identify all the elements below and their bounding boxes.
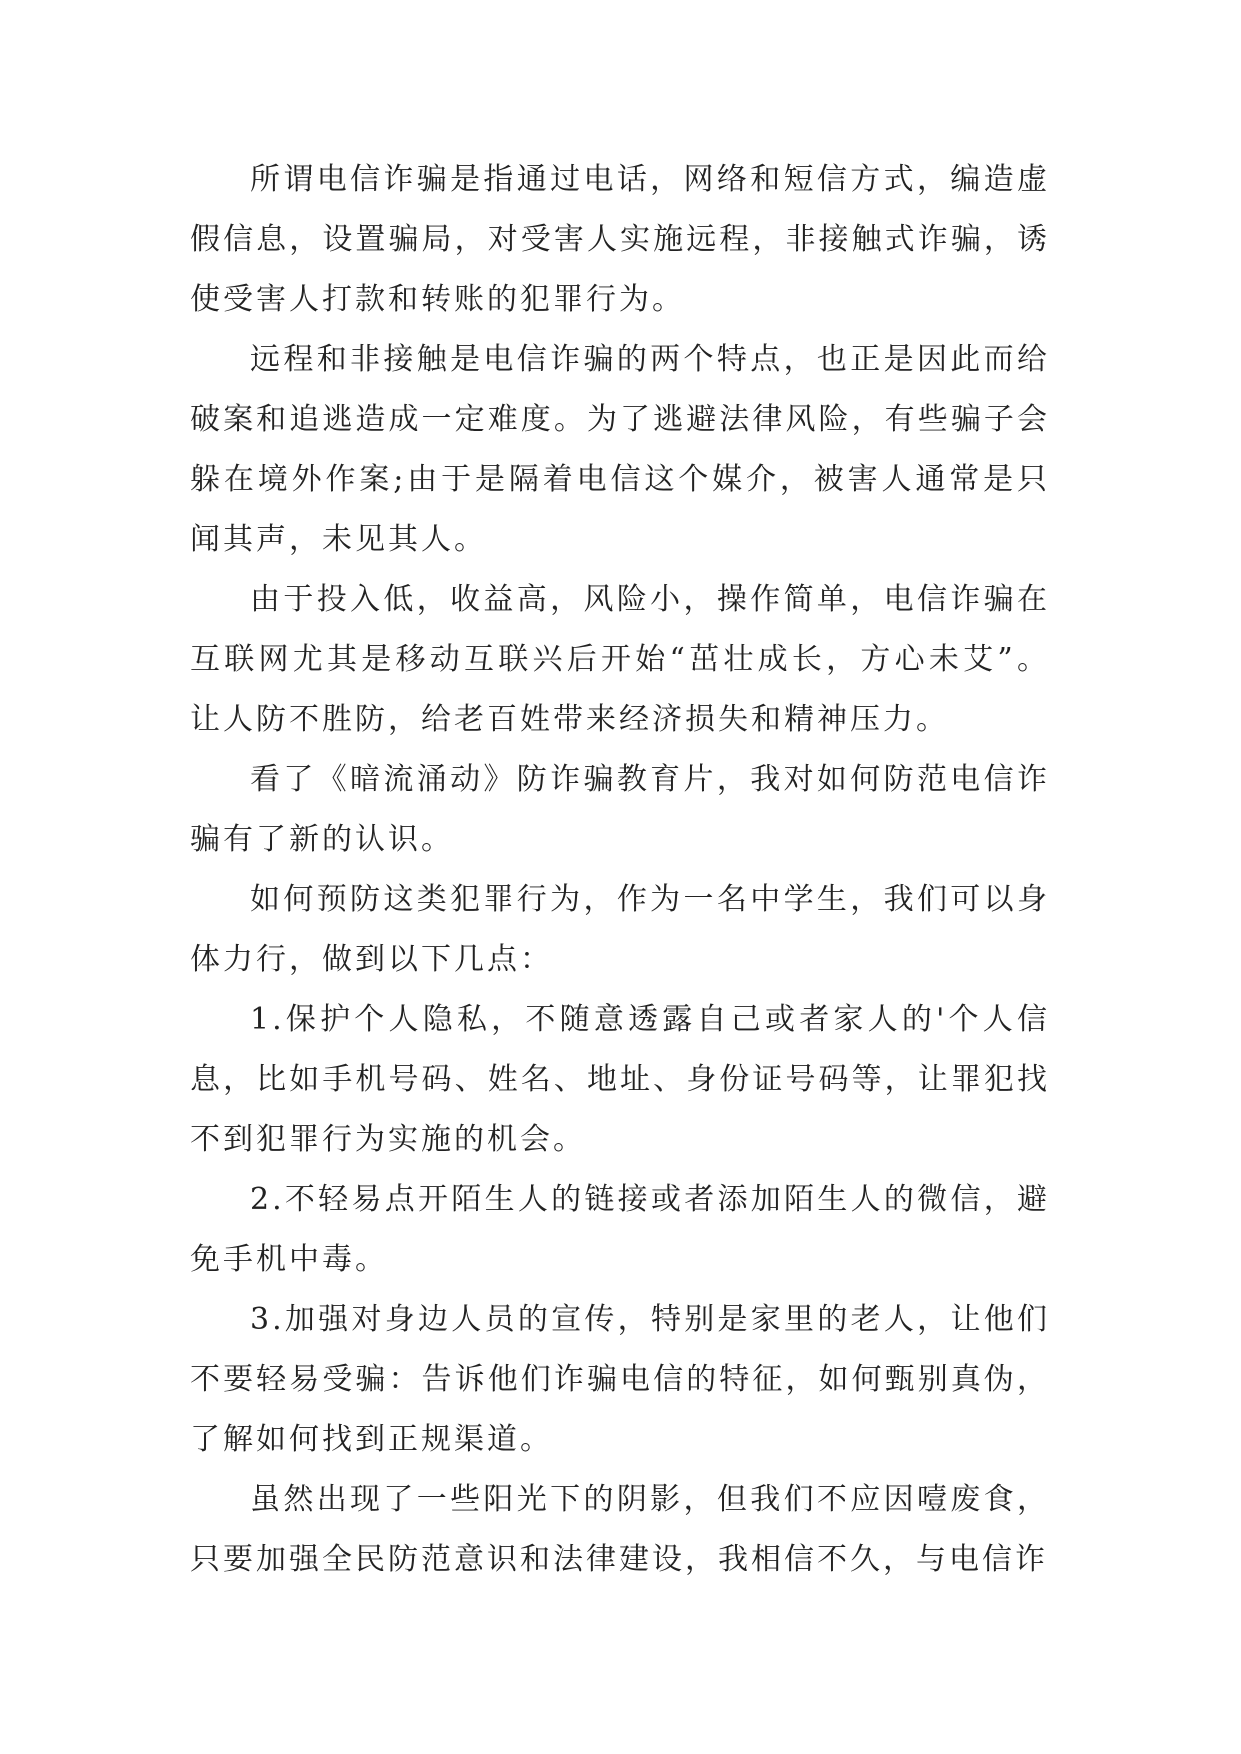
paragraph-characteristics: 远程和非接触是电信诈骗的两个特点，也正是因此而给破案和追逃造成一定难度。为了逃避法律风险，有些骗子会躲在境外作案;由于是隔着电信这个媒介，被害人通常是只闻其声，未见其人。: [190, 342, 1050, 557]
paragraph-conclusion: 虽然出现了一些阳光下的阴影，但我们不应因噎废食，只要加强全民防范意识和法律建设，我相信不久，与电信诈: [190, 1482, 1050, 1577]
document-body: [190, 150, 1050, 1590]
paragraph-point-3: 3.加强对身边人员的宣传，特别是家里的老人，让他们不要轻易受骗：告诉他们诈骗电信的特征，如何甄别真伪，了解如何找到正规渠道。: [190, 1302, 1050, 1457]
paragraph-point-1: 1.保护个人隐私，不随意透露自己或者家人的'个人信息，比如手机号码、姓名、地址、身份证号码等，让罪犯找不到犯罪行为实施的机会。: [190, 1002, 1050, 1157]
paragraph-definition: 所谓电信诈骗是指通过电话，网络和短信方式，编造虚假信息，设置骗局，对受害人实施远程，非接触式诈骗，诱使受害人打款和转账的犯罪行为。: [190, 162, 1050, 317]
paragraph-point-2: 2.不轻易点开陌生人的链接或者添加陌生人的微信，避免手机中毒。: [190, 1182, 1050, 1277]
paragraph-growth: 由于投入低，收益高，风险小，操作简单，电信诈骗在互联网尤其是移动互联兴后开始“茁壮成长，方心未艾”。让人防不胜防，给老百姓带来经济损失和精神压力。: [190, 582, 1050, 737]
paragraph-film-reflection: 看了《暗流涌动》防诈骗教育片，我对如何防范电信诈骗有了新的认识。: [190, 762, 1050, 857]
paragraph-prevention-intro: 如何预防这类犯罪行为，作为一名中学生，我们可以身体力行，做到以下几点：: [190, 882, 1050, 977]
